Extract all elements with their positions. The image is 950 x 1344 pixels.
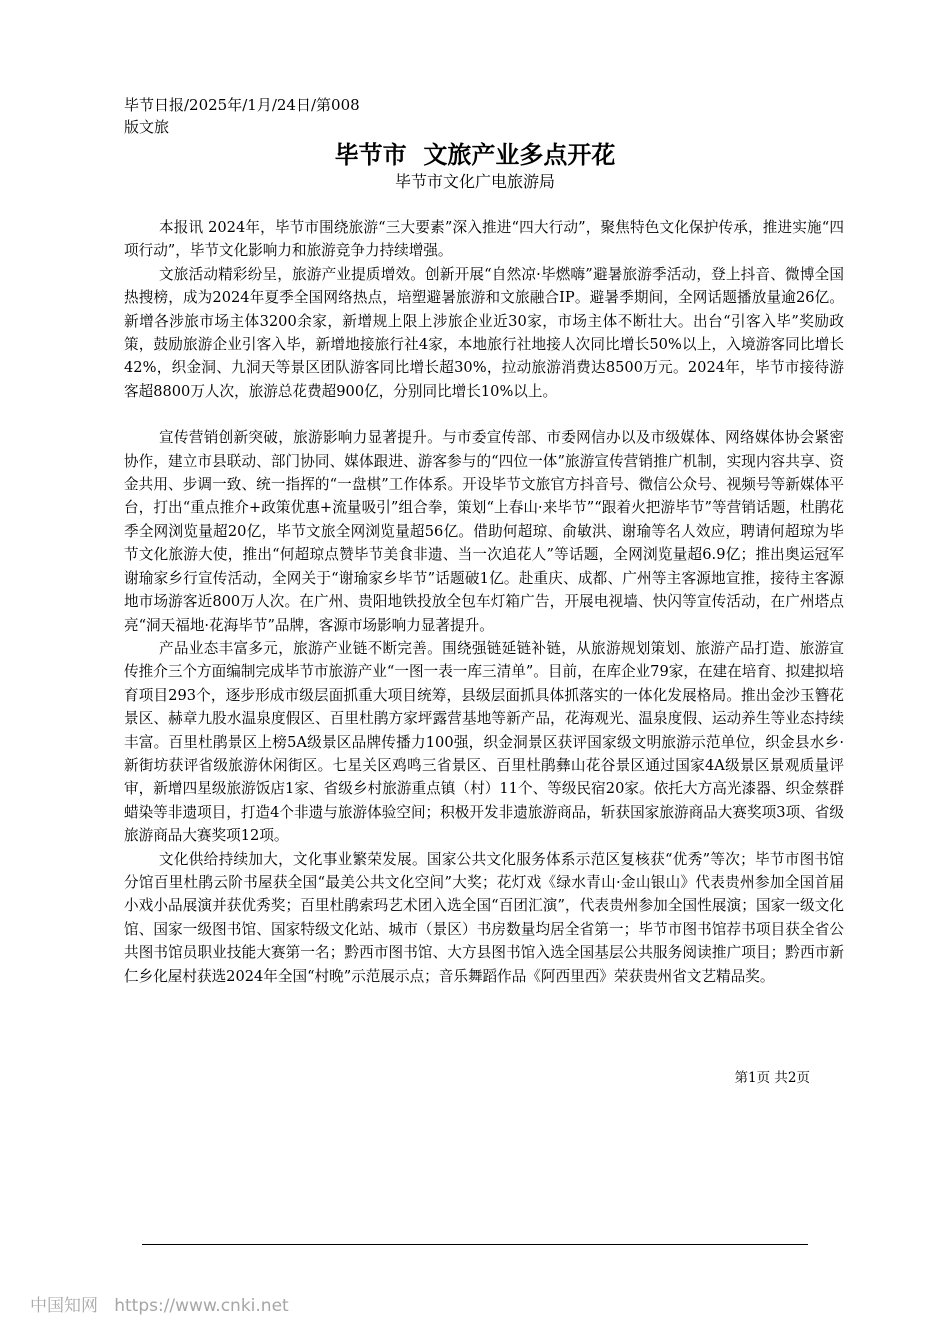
cnki-watermark: 中国知网 https://www.cnki.net xyxy=(30,1296,289,1316)
article-body xyxy=(124,216,844,988)
article-paragraph: 宣传营销创新突破，旅游影响力显著提升。与市委宣传部、市委网信办以及市级媒体、网络媒体协会紧密协作，建立市县联动、部门协同、媒体跟进、游客参与的“四位一体”旅游宣传营销推广机制，实现内容共享、资金共用、步调一致、统一指挥的“一盘棋”工作体系。开设毕节文旅官方抖音号、微信公众号、视频号等新媒体平台，打出“重点推介+政策优惠+流量吸引”组合拳，策划“上春山·来毕节”“跟着火把游毕节”等营销话题，杜鹃花季全网浏览量超20亿，毕节文旅全网浏览量超56亿。借助何超琼、俞敏洪、谢瑜等名人效应，聘请何超琼为毕节文化旅游大使，推出“何超琼点赞毕节美食非遗、当一次追花人”等话题，全网浏览量超6.9亿；推出奥运冠军谢瑜家乡行宣传活动，全网关于“谢瑜家乡毕节”话题破1亿。赴重庆、成都、广州等主客源地宣推，接待主客源地市场游客近800万人次。在广州、贵阳地铁投放全包车灯箱广告，开展电视墙、快闪等宣传活动，在广州塔点亮“洞天福地·花海毕节”品牌，客源市场影响力显著提升。 xyxy=(124,429,844,634)
article-paragraph: 文旅活动精彩纷呈，旅游产业提质增效。创新开展“自然凉·毕燃嗨”避暑旅游季活动，登上抖音、微博全国热搜榜，成为2024年夏季全国网络热点，培塑避暑旅游和文旅融合IP。避暑季期间，全网话题播放量逾26亿。新增各涉旅市场主体3200余家，新增规上限上涉旅企业近30家，市场主体不断壮大。出台“引客入毕”奖励政策，鼓励旅游企业引客入毕，新增地接旅行社4家，本地旅行社地接人次同比增长50%以上，入境游客同比增长42%，织金洞、九洞天等景区团队游客同比增长超30%，拉动旅游消费达8500万元。2024年，毕节市接待游客超8800万人次，旅游总花费超900亿，分别同比增长10%以上。 xyxy=(124,265,844,400)
article-paragraph: 文化供给持续加大，文化事业繁荣发展。国家公共文化服务体系示范区复核获“优秀”等次；毕节市图书馆分馆百里杜鹃云阶书屋获全国“最美公共文化空间”大奖；花灯戏《绿水青山·金山银山》代表贵州参加全国首届小戏小品展演并获优秀奖；百里杜鹃索玛艺术团入选全国“百团汇演”，代表贵州参加全国性展演；国家一级文化馆、国家一级图书馆、国家特级文化站、城市（景区）书房数量均居全省第一；毕节市图书馆荐书项目获全省公共图书馆员职业技能大赛第一名；黔西市图书馆、大方县图书馆入选全国基层公共服务阅读推广项目；黔西市新仁乡化屋村获选2024年全国“村晚”示范展示点；音乐舞蹈作品《阿西里西》荣获贵州省文艺精品奖。 xyxy=(124,850,844,985)
publication-source-line: 版文旅 xyxy=(124,118,170,136)
article-paragraph: 本报讯 2024年，毕节市围绕旅游“三大要素”深入推进“四大行动”，聚焦特色文化保护传承，推进实施“四项行动”，毕节文化影响力和旅游竞争力持续增强。 xyxy=(124,219,844,260)
page-number: 第1页 共2页 xyxy=(734,1070,810,1086)
publication-source xyxy=(124,94,424,138)
article-title: 毕节市 文旅产业多点开花 xyxy=(334,141,616,169)
publication-source-line: 毕节日报/2025年/1月/24日/第008 xyxy=(124,96,360,114)
footer-divider xyxy=(142,1244,808,1245)
article-paragraph: 产品业态丰富多元，旅游产业链不断完善。围绕强链延链补链，从旅游规划策划、旅游产品打造、旅游宣传推介三个方面编制完成毕节市旅游产业“一图一表一库三清单”。目前，在库企业79家，在建在培育、拟建拟培育项目293个，逐步形成市级层面抓重大项目统筹，县级层面抓具体抓落实的一体化发展格局。推出金沙玉簪花景区、赫章九股水温泉度假区、百里杜鹃方家坪露营基地等新产品，花海观光、温泉度假、运动养生等业态持续丰富。百里杜鹃景区上榜5A级景区品牌传播力100强，织金洞景区获评国家级文明旅游示范单位，织金县水乡·新街坊获评省级旅游休闲街区。七星关区鸡鸣三省景区、百里杜鹃彝山花谷景区通过国家4A级景区景观质量评审，新增四星级旅游饭店1家、省级乡村旅游重点镇（村）11个、等级民宿20家。依托大方高光漆器、织金蔡群蜡染等非遗项目，打造4个非遗与旅游体验空间；积极开发非遗旅游商品，斩获国家旅游商品大赛奖项3项、省级旅游商品大赛奖项12项。 xyxy=(124,639,844,845)
article-author: 毕节市文化广电旅游局 xyxy=(394,172,555,191)
